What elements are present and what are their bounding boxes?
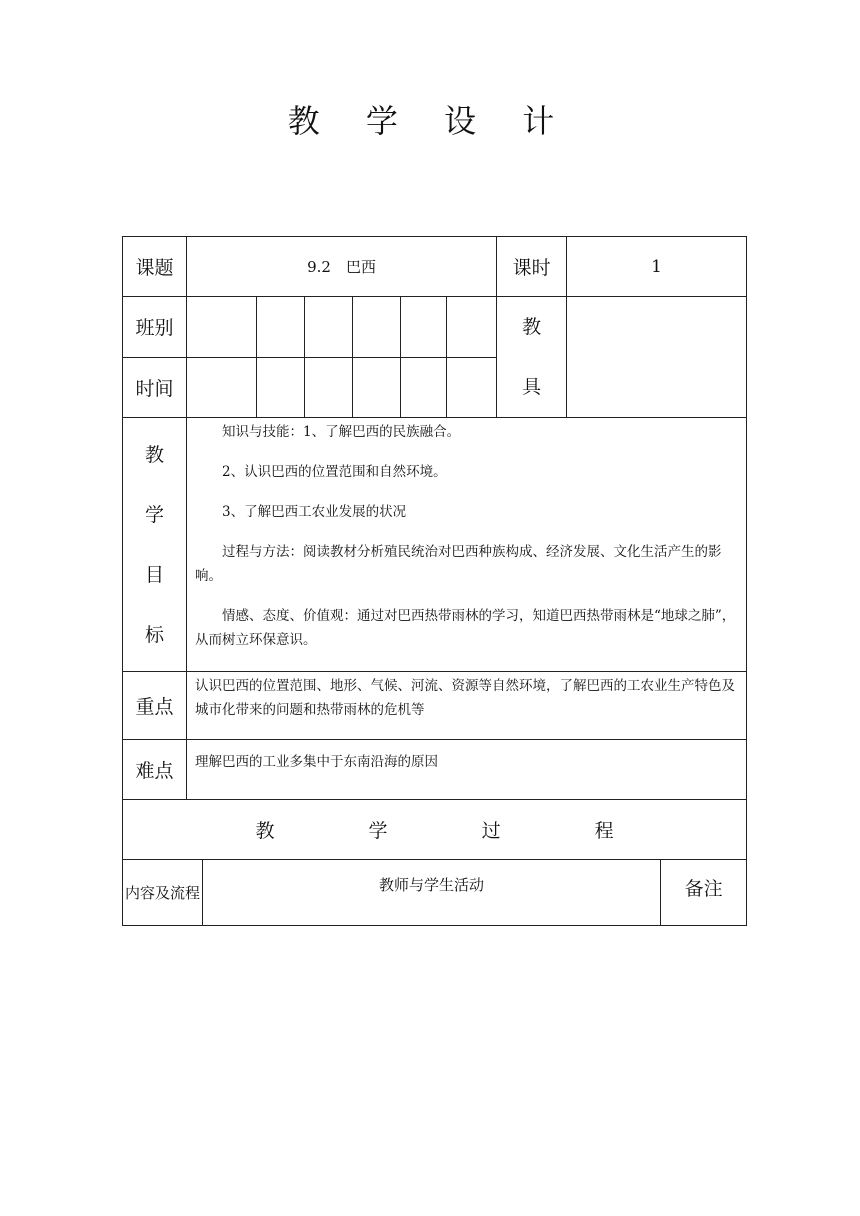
tools-value — [567, 297, 747, 418]
goal-paragraph: 知识与技能：1、了解巴西的民族融合。 — [222, 424, 461, 440]
class-cell — [401, 297, 447, 358]
difficult-points-label: 难点 — [123, 740, 187, 800]
key-points-label: 重点 — [123, 672, 187, 740]
class-cell — [447, 297, 497, 358]
goal-paragraph: 情感、态度、价值观：通过对巴西热带雨林的学习，知道巴西热带雨林是“地球之肺”，从而树立环保意识。 — [195, 608, 736, 648]
process-char: 学 — [368, 820, 388, 842]
goals-label-char: 教 — [144, 443, 164, 466]
difficult-points-text: 理解巴西的工业多集中于东南沿海的原因 — [187, 740, 747, 800]
process-char: 过 — [481, 820, 501, 842]
tools-label — [497, 297, 567, 418]
time-cell — [353, 357, 401, 418]
class-label: 班别 — [123, 297, 187, 358]
key-points-text: 认识巴西的位置范围、地形、气候、河流、资源等自然环境，了解巴西的工农业生产特色及城市化带来的问题和热带雨林的危机等 — [187, 672, 747, 740]
class-cell — [187, 297, 257, 358]
process-char: 教 — [255, 820, 275, 842]
topic-value: 9.2 巴西 — [187, 237, 497, 297]
process-char: 程 — [594, 820, 614, 842]
hours-label: 课时 — [497, 237, 567, 297]
goals-content — [187, 418, 747, 672]
activity-label: 教师与学生活动 — [203, 860, 661, 926]
time-label: 时间 — [123, 357, 187, 418]
class-cell — [353, 297, 401, 358]
hours-value: 1 — [567, 237, 747, 297]
goals-label-char: 标 — [144, 623, 164, 646]
goal-paragraph: 过程与方法：阅读教材分析殖民统治对巴西种族构成、经济发展、文化生活产生的影响。 — [195, 544, 722, 584]
class-cell — [257, 297, 305, 358]
goals-label — [123, 418, 187, 672]
time-cell — [401, 357, 447, 418]
class-cell — [305, 297, 353, 358]
tools-label-char: 具 — [522, 376, 542, 398]
notes-label: 备注 — [661, 860, 747, 926]
goals-label-char: 目 — [144, 563, 164, 586]
goals-label-char: 学 — [144, 503, 164, 526]
time-cell — [447, 357, 497, 418]
time-cell — [257, 357, 305, 418]
page-title: 教 学 设 计 — [287, 102, 573, 140]
time-cell — [187, 357, 257, 418]
goal-paragraph: 2、认识巴西的位置范围和自然环境。 — [222, 464, 447, 480]
goal-paragraph: 3、了解巴西工农业发展的状况 — [222, 504, 407, 520]
content-flow-label: 内容及流程 — [123, 860, 203, 926]
lesson-plan-table — [122, 236, 747, 926]
process-heading — [123, 800, 747, 860]
tools-label-char: 教 — [522, 316, 542, 338]
time-cell — [305, 357, 353, 418]
topic-label: 课题 — [123, 237, 187, 297]
